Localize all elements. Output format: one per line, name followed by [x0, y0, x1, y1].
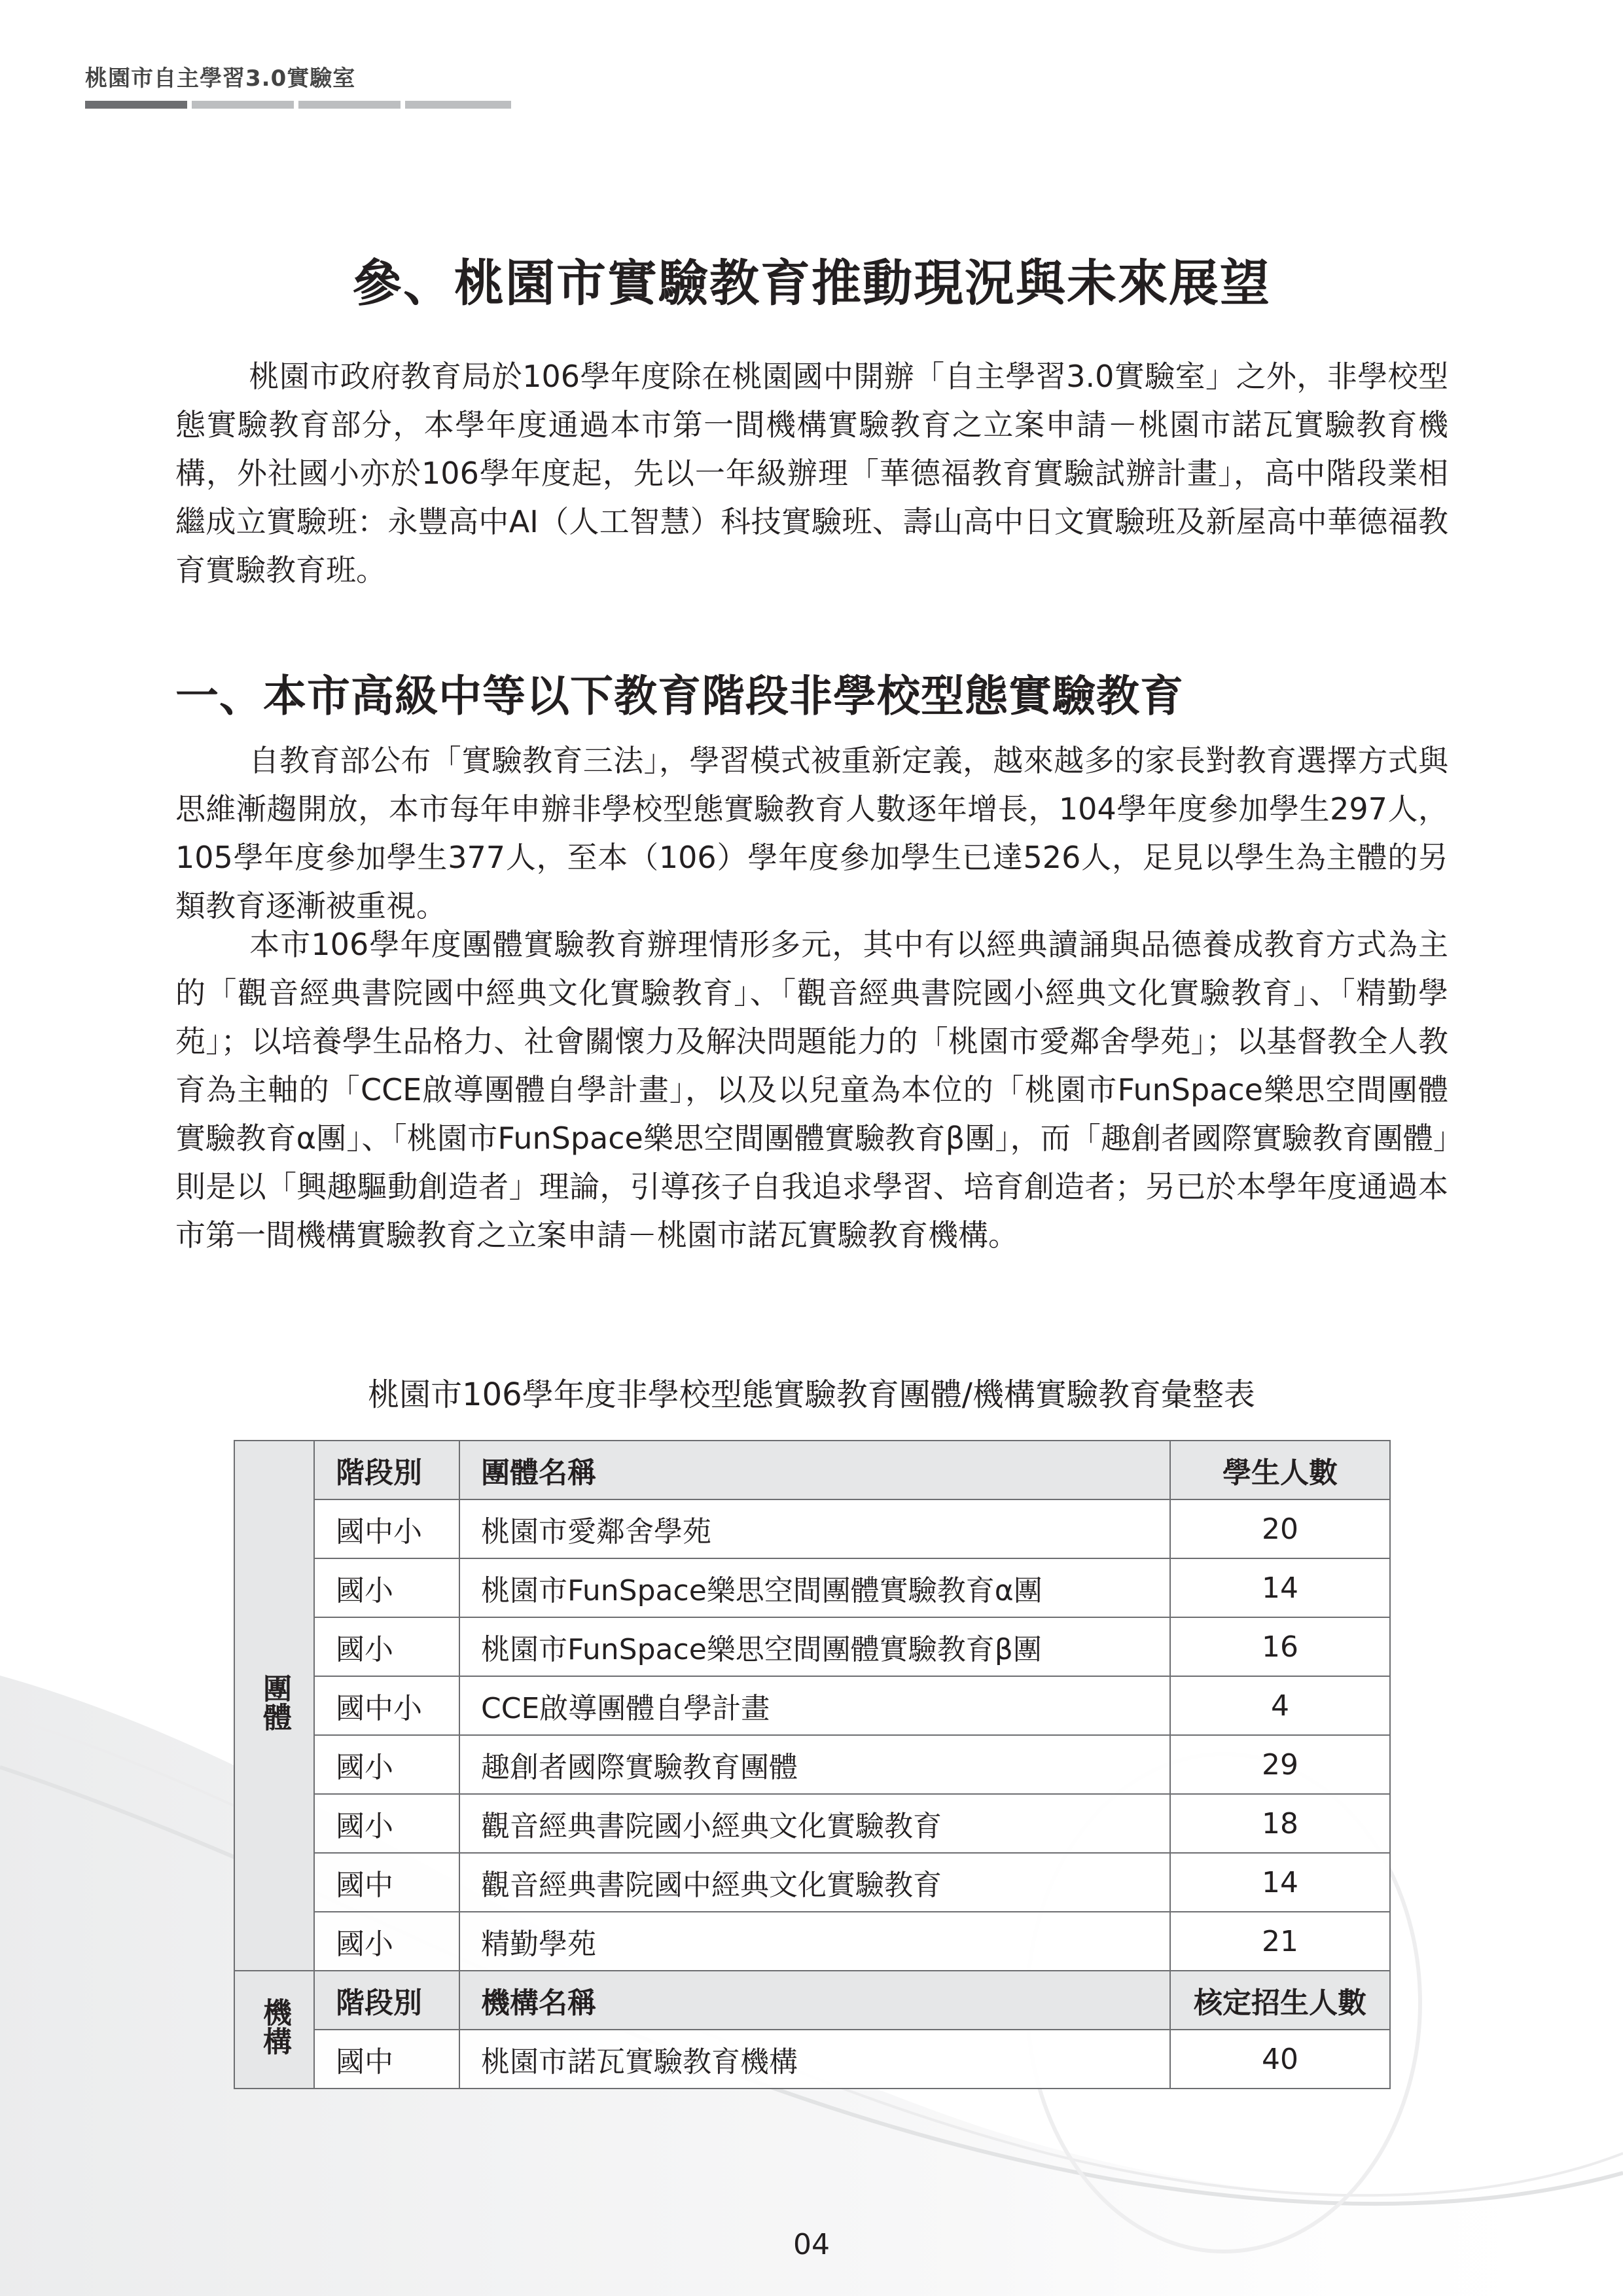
row-name: 桃園市愛鄰舍學苑: [459, 1499, 1170, 1558]
row-count: 14: [1170, 1853, 1390, 1912]
row-name: 桃園市FunSpace樂思空間團體實驗教育α團: [459, 1558, 1170, 1617]
institution-label-cell: [234, 1971, 314, 2089]
row-name: CCE啟導團體自學計畫: [459, 1676, 1170, 1735]
table-row: [234, 2030, 1390, 2089]
row-stage: 國小: [314, 1794, 459, 1853]
header-count: 核定招生人數: [1170, 1971, 1390, 2030]
table-row: [234, 1735, 1390, 1794]
intro-paragraph: [175, 352, 1448, 594]
row-stage: 國小: [314, 1912, 459, 1971]
header-bar: [192, 101, 294, 109]
row-name: 趣創者國際實驗教育團體: [459, 1735, 1170, 1794]
row-count: 18: [1170, 1794, 1390, 1853]
group-label-cell: [234, 1441, 314, 1971]
header-stage: 階段別: [314, 1441, 459, 1499]
row-stage: 國小: [314, 1558, 459, 1617]
header-stage: 階段別: [314, 1971, 459, 2030]
header-name: 機構名稱: [459, 1971, 1170, 2030]
experimental-education-table: [234, 1440, 1391, 2089]
row-name: 桃園市諾瓦實驗教育機構: [459, 2030, 1170, 2089]
table-row: [234, 1617, 1390, 1676]
table-row: [234, 1499, 1390, 1558]
header-bar: [85, 101, 187, 109]
header-bar: [298, 101, 401, 109]
row-count: 14: [1170, 1558, 1390, 1617]
header-count: 學生人數: [1170, 1441, 1390, 1499]
row-name: 精勤學苑: [459, 1912, 1170, 1971]
institution-label: 機構: [258, 1997, 291, 2055]
row-count: 29: [1170, 1735, 1390, 1794]
group-header-row: [234, 1441, 1390, 1499]
table-row: [234, 1853, 1390, 1912]
row-stage: 國小: [314, 1617, 459, 1676]
row-count: 40: [1170, 2030, 1390, 2089]
header-bar: [405, 101, 511, 109]
row-name: 桃園市FunSpace樂思空間團體實驗教育β團: [459, 1617, 1170, 1676]
table-row: [234, 1912, 1390, 1971]
row-stage: 國中: [314, 2030, 459, 2089]
section-paragraph-2: [175, 920, 1448, 1259]
institution-header-row: [234, 1971, 1390, 2030]
row-count: 20: [1170, 1499, 1390, 1558]
table-row: [234, 1676, 1390, 1735]
section-paragraph-1: [175, 736, 1448, 930]
row-stage: 國中: [314, 1853, 459, 1912]
row-stage: 國中小: [314, 1499, 459, 1558]
section-paragraph-2-text: 本市106學年度團體實驗教育辦理情形多元，其中有以經典讀誦與品德養成教育方式為主的「觀音經典書院國中經典文化實驗教育」、「觀音經典書院國小經典文化實驗教育」、「精勤學苑」；以培養學生品格力、社會關懷力及解決問題能力的「桃園市愛鄰舍學苑」；以基督教全人教育為主軸的「CCE啟導團體自學計畫」，以及以兒童為本位的「桃園市FunSpace樂思空間團體實驗教育α團」、「桃園市FunSpace樂思空間團體實驗教育β團」，而「趣創者國際實驗教育團體」則是以「興趣驅動創造者」理論，引導孩子自我追求學習、培育創造者；另已於本學年度通過本市第一間機構實驗教育之立案申請－桃園市諾瓦實驗教育機構。: [175, 927, 1448, 1253]
row-count: 4: [1170, 1676, 1390, 1735]
table-caption: 桃園市106學年度非學校型態實驗教育團體/機構實驗教育彙整表: [368, 1376, 1255, 1413]
header-name: 團體名稱: [459, 1441, 1170, 1499]
page-title: 參、桃園市實驗教育推動現況與未來展望: [352, 254, 1271, 312]
row-count: 16: [1170, 1617, 1390, 1676]
row-count: 21: [1170, 1912, 1390, 1971]
page-number: 04: [793, 2228, 830, 2261]
row-name: 觀音經典書院國中經典文化實驗教育: [459, 1853, 1170, 1912]
group-label: 團體: [258, 1673, 291, 1731]
row-name: 觀音經典書院國小經典文化實驗教育: [459, 1794, 1170, 1853]
intro-paragraph-text: 桃園市政府教育局於106學年度除在桃園國中開辦「自主學習3.0實驗室」之外，非學校型態實驗教育部分，本學年度通過本市第一間機構實驗教育之立案申請－桃園市諾瓦實驗教育機構，外社國小亦於106學年度起，先以一年級辦理「華德福教育實驗試辦計畫」，高中階段業相繼成立實驗班：永豐高中AI（人工智慧）科技實驗班、壽山高中日文實驗班及新屋高中華德福教育實驗教育班。: [175, 359, 1448, 588]
section-title: 一、本市高級中等以下教育階段非學校型態實驗教育: [175, 671, 1184, 721]
row-stage: 國小: [314, 1735, 459, 1794]
header-label: 桃園市自主學習3.0實驗室: [85, 65, 356, 92]
table-row: [234, 1558, 1390, 1617]
table-row: [234, 1794, 1390, 1853]
section-paragraph-1-text: 自教育部公布「實驗教育三法」，學習模式被重新定義，越來越多的家長對教育選擇方式與思維漸趨開放，本市每年申辦非學校型態實驗教育人數逐年增長，104學年度參加學生297人，105學年度參加學生377人，至本（106）學年度參加學生已達526人，足見以學生為主體的另類教育逐漸被重視。: [175, 743, 1448, 924]
row-stage: 國中小: [314, 1676, 459, 1735]
